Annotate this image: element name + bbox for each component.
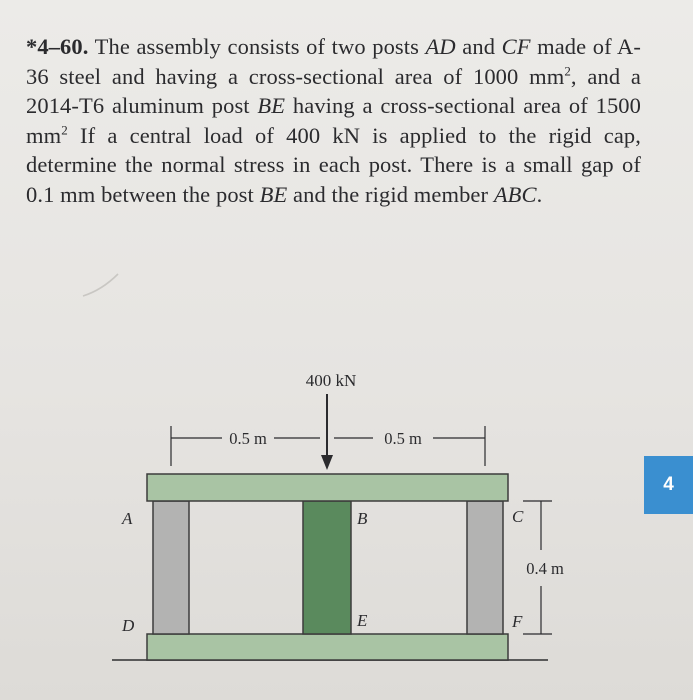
problem-text: having a cross-sectional area of 1500 mm — [26, 93, 641, 148]
right-dimension: 0.5 m — [384, 429, 422, 448]
label-e: E — [357, 611, 368, 630]
load-label: 400 kN — [305, 371, 357, 390]
base-plate — [147, 634, 508, 660]
superscript: 2 — [564, 63, 571, 78]
post-be-label: BE — [257, 93, 286, 118]
label-b: B — [357, 509, 368, 528]
problem-text: and the rigid member — [287, 181, 494, 207]
problem-text: and — [455, 34, 502, 59]
chapter-tab: 4 — [644, 456, 693, 514]
problem-text: , and a 2014-T6 aluminum post — [26, 63, 641, 118]
post-be — [303, 501, 351, 634]
label-c: C — [512, 507, 524, 526]
left-dimension: 0.5 m — [229, 429, 267, 448]
post-cf-label: CF — [501, 34, 531, 59]
problem-text: If a central load of 400 kN is applied to the rigid cap, determine the normal stress in each post. There is a small gap of 0.1 mm between the post — [26, 122, 641, 207]
post-cf — [467, 501, 503, 634]
label-a: A — [122, 509, 133, 528]
label-d: D — [122, 616, 135, 635]
problem-text: . — [536, 181, 543, 207]
post-be-label: BE — [259, 181, 288, 207]
problem-number: *4–60. — [26, 34, 89, 59]
height-dimension: 0.4 m — [526, 559, 564, 578]
rigid-cap — [147, 474, 508, 501]
member-abc-label: ABC — [493, 181, 537, 207]
load-arrow-head — [321, 455, 333, 470]
post-ad-label: AD — [425, 34, 456, 59]
post-ad — [153, 501, 189, 634]
problem-text: made of A-36 steel and having a cross-sectional area of 1000 mm — [26, 34, 641, 89]
label-f: F — [512, 612, 523, 631]
problem-text: The assembly consists of two posts — [88, 34, 426, 59]
superscript: 2 — [61, 122, 68, 137]
